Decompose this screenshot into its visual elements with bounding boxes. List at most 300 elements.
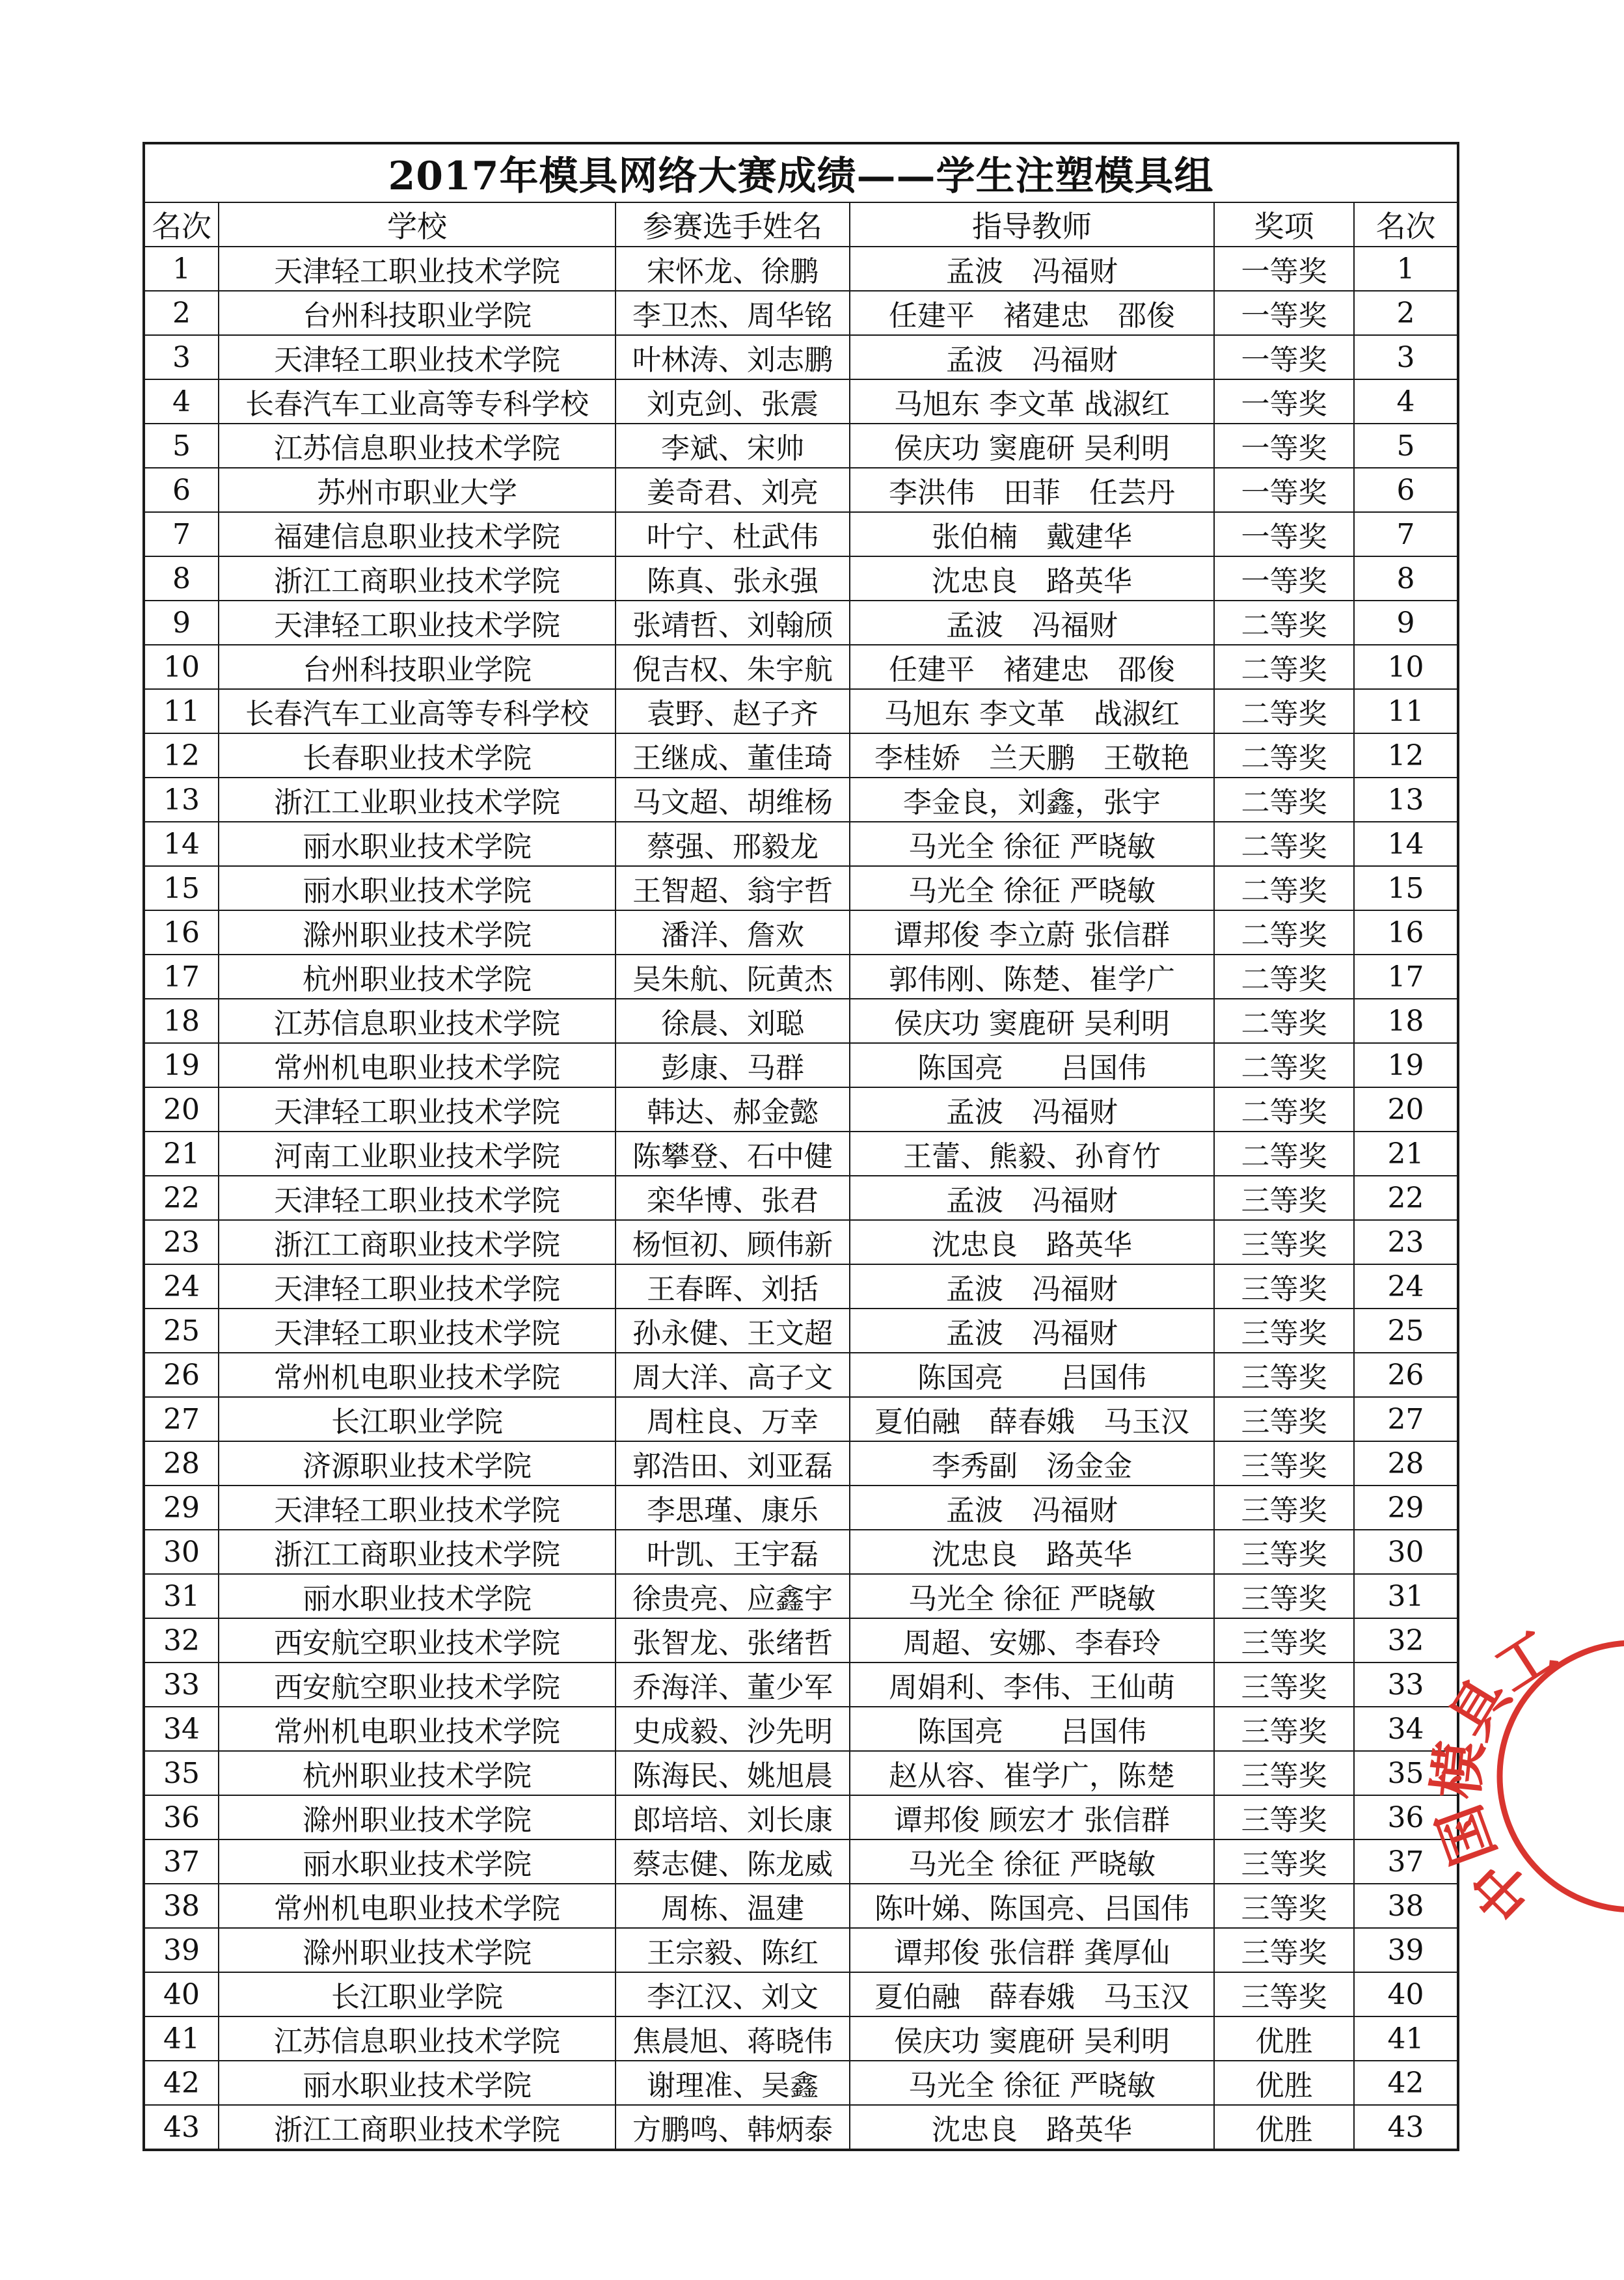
cell-school: 福建信息职业技术学院 [219,512,616,556]
cell-school: 丽水职业技术学院 [219,822,616,866]
cell-school: 河南工业职业技术学院 [219,1132,616,1176]
table-row [144,1043,1458,1087]
cell-rank: 14 [144,822,219,866]
cell-students: 李江汉、刘文 [616,1972,850,2016]
table-row [144,866,1458,910]
cell-rank-right: 34 [1354,1707,1458,1751]
cell-rank: 30 [144,1530,219,1574]
cell-award: 优胜 [1214,2105,1354,2150]
cell-rank-right: 18 [1354,999,1458,1043]
cell-teachers: 马光全 徐征 严晓敏 [850,866,1214,910]
header-rank: 名次 [144,202,219,247]
cell-award: 二等奖 [1214,910,1354,955]
cell-rank-right: 30 [1354,1530,1458,1574]
cell-teachers: 侯庆功 窦鹿研 吴利明 [850,2016,1214,2061]
cell-award: 三等奖 [1214,1353,1354,1397]
cell-students: 郭浩田、刘亚磊 [616,1441,850,1486]
table-row [144,2061,1458,2105]
cell-rank: 5 [144,424,219,468]
cell-rank: 6 [144,468,219,512]
cell-students: 周柱良、万幸 [616,1397,850,1441]
header-rank-right: 名次 [1354,202,1458,247]
cell-students: 孙永健、王文超 [616,1309,850,1353]
cell-award: 三等奖 [1214,1972,1354,2016]
cell-rank: 1 [144,247,219,291]
cell-rank: 7 [144,512,219,556]
cell-teachers: 沈忠良 路英华 [850,556,1214,601]
cell-school: 杭州职业技术学院 [219,955,616,999]
cell-school: 苏州市职业大学 [219,468,616,512]
cell-rank-right: 9 [1354,601,1458,645]
cell-rank: 20 [144,1087,219,1132]
cell-students: 袁野、赵子齐 [616,689,850,733]
cell-rank: 2 [144,291,219,335]
results-table [142,142,1459,2151]
cell-award: 三等奖 [1214,1884,1354,1928]
cell-school: 天津轻工职业技术学院 [219,247,616,291]
cell-school: 丽水职业技术学院 [219,1574,616,1618]
cell-rank-right: 33 [1354,1663,1458,1707]
cell-rank-right: 27 [1354,1397,1458,1441]
cell-school: 长春汽车工业高等专科学校 [219,379,616,424]
cell-rank: 24 [144,1264,219,1309]
cell-award: 二等奖 [1214,1132,1354,1176]
cell-rank-right: 7 [1354,512,1458,556]
cell-rank: 32 [144,1618,219,1663]
cell-rank: 16 [144,910,219,955]
cell-rank: 9 [144,601,219,645]
table-row [144,2105,1458,2150]
cell-award: 一等奖 [1214,335,1354,379]
cell-students: 乔海洋、董少军 [616,1663,850,1707]
cell-teachers: 孟波 冯福财 [850,247,1214,291]
cell-rank: 12 [144,733,219,778]
table-row [144,1220,1458,1264]
cell-school: 长春汽车工业高等专科学校 [219,689,616,733]
cell-rank: 13 [144,778,219,822]
cell-school: 天津轻工职业技术学院 [219,601,616,645]
cell-teachers: 任建平 褚建忠 邵俊 [850,291,1214,335]
cell-teachers: 谭邦俊 顾宏才 张信群 [850,1795,1214,1839]
cell-students: 张智龙、张绪哲 [616,1618,850,1663]
cell-rank: 42 [144,2061,219,2105]
cell-school: 江苏信息职业技术学院 [219,2016,616,2061]
cell-students: 杨恒初、顾伟新 [616,1220,850,1264]
cell-rank: 41 [144,2016,219,2061]
cell-students: 史成毅、沙先明 [616,1707,850,1751]
cell-teachers: 李金良，刘鑫，张宇 [850,778,1214,822]
cell-students: 马文超、胡维杨 [616,778,850,822]
cell-teachers: 侯庆功 窦鹿研 吴利明 [850,424,1214,468]
header-teachers: 指导教师 [850,202,1214,247]
cell-school: 丽水职业技术学院 [219,866,616,910]
cell-students: 潘洋、詹欢 [616,910,850,955]
cell-award: 三等奖 [1214,1397,1354,1441]
cell-school: 浙江工商职业技术学院 [219,1530,616,1574]
cell-award: 二等奖 [1214,1043,1354,1087]
cell-school: 浙江工商职业技术学院 [219,556,616,601]
table-row [144,1663,1458,1707]
cell-teachers: 孟波 冯福财 [850,1309,1214,1353]
cell-rank: 4 [144,379,219,424]
cell-students: 王继成、董佳琦 [616,733,850,778]
cell-rank: 15 [144,866,219,910]
cell-school: 常州机电职业技术学院 [219,1707,616,1751]
cell-rank-right: 20 [1354,1087,1458,1132]
cell-school: 天津轻工职业技术学院 [219,1176,616,1220]
cell-award: 一等奖 [1214,556,1354,601]
table-body [144,247,1458,2150]
table-row [144,1176,1458,1220]
cell-rank: 38 [144,1884,219,1928]
cell-award: 三等奖 [1214,1663,1354,1707]
cell-school: 天津轻工职业技术学院 [219,1486,616,1530]
table-row [144,1530,1458,1574]
table-row [144,291,1458,335]
table-row [144,1264,1458,1309]
cell-rank-right: 42 [1354,2061,1458,2105]
cell-students: 叶林涛、刘志鹏 [616,335,850,379]
table-row [144,335,1458,379]
cell-teachers: 沈忠良 路英华 [850,2105,1214,2150]
cell-rank-right: 3 [1354,335,1458,379]
cell-award: 三等奖 [1214,1574,1354,1618]
cell-teachers: 王蕾、熊毅、孙育竹 [850,1132,1214,1176]
cell-rank-right: 31 [1354,1574,1458,1618]
cell-teachers: 沈忠良 路英华 [850,1220,1214,1264]
cell-school: 天津轻工职业技术学院 [219,1309,616,1353]
cell-award: 二等奖 [1214,645,1354,689]
cell-award: 三等奖 [1214,1928,1354,1972]
cell-rank: 40 [144,1972,219,2016]
cell-teachers: 陈国亮 吕国伟 [850,1353,1214,1397]
cell-award: 三等奖 [1214,1618,1354,1663]
cell-teachers: 孟波 冯福财 [850,1264,1214,1309]
cell-rank-right: 11 [1354,689,1458,733]
table-row [144,1441,1458,1486]
cell-award: 二等奖 [1214,689,1354,733]
cell-rank: 35 [144,1751,219,1795]
cell-teachers: 夏伯融 薛春娥 马玉汉 [850,1972,1214,2016]
cell-school: 济源职业技术学院 [219,1441,616,1486]
header-students: 参赛选手姓名 [616,202,850,247]
cell-students: 谢理准、吴鑫 [616,2061,850,2105]
cell-rank: 11 [144,689,219,733]
cell-rank-right: 40 [1354,1972,1458,2016]
cell-teachers: 李秀副 汤金金 [850,1441,1214,1486]
table-row [144,999,1458,1043]
cell-school: 台州科技职业学院 [219,291,616,335]
cell-rank: 43 [144,2105,219,2150]
cell-students: 吴朱航、阮黄杰 [616,955,850,999]
cell-school: 常州机电职业技术学院 [219,1884,616,1928]
cell-teachers: 周娟利、李伟、王仙萌 [850,1663,1214,1707]
cell-rank: 23 [144,1220,219,1264]
cell-students: 张靖哲、刘翰颀 [616,601,850,645]
cell-rank: 39 [144,1928,219,1972]
table-row [144,601,1458,645]
cell-award: 三等奖 [1214,1707,1354,1751]
cell-school: 天津轻工职业技术学院 [219,1087,616,1132]
cell-rank-right: 5 [1354,424,1458,468]
cell-students: 周大洋、高子文 [616,1353,850,1397]
cell-award: 二等奖 [1214,733,1354,778]
cell-students: 宋怀龙、徐鹏 [616,247,850,291]
cell-rank: 28 [144,1441,219,1486]
cell-rank: 29 [144,1486,219,1530]
table-row [144,910,1458,955]
table-row [144,1397,1458,1441]
cell-rank-right: 13 [1354,778,1458,822]
cell-school: 西安航空职业技术学院 [219,1618,616,1663]
cell-students: 叶凯、王宇磊 [616,1530,850,1574]
cell-teachers: 马光全 徐征 严晓敏 [850,822,1214,866]
cell-rank: 19 [144,1043,219,1087]
cell-teachers: 马旭东 李文革 战淑红 [850,379,1214,424]
header-award: 奖项 [1214,202,1354,247]
cell-students: 郎培培、刘长康 [616,1795,850,1839]
cell-students: 陈真、张永强 [616,556,850,601]
cell-teachers: 马光全 徐征 严晓敏 [850,1839,1214,1884]
table-row [144,1839,1458,1884]
cell-rank: 36 [144,1795,219,1839]
cell-school: 长江职业学院 [219,1397,616,1441]
cell-teachers: 陈叶娣、陈国亮、吕国伟 [850,1884,1214,1928]
cell-school: 天津轻工职业技术学院 [219,1264,616,1309]
cell-students: 王宗毅、陈红 [616,1928,850,1972]
cell-award: 二等奖 [1214,955,1354,999]
cell-rank-right: 2 [1354,291,1458,335]
cell-school: 江苏信息职业技术学院 [219,999,616,1043]
cell-rank: 27 [144,1397,219,1441]
cell-school: 浙江工商职业技术学院 [219,2105,616,2150]
cell-students: 叶宁、杜武伟 [616,512,850,556]
cell-award: 三等奖 [1214,1176,1354,1220]
cell-rank-right: 24 [1354,1264,1458,1309]
cell-students: 姜奇君、刘亮 [616,468,850,512]
cell-award: 优胜 [1214,2061,1354,2105]
table-row [144,1486,1458,1530]
cell-rank: 33 [144,1663,219,1707]
cell-teachers: 马光全 徐征 严晓敏 [850,2061,1214,2105]
cell-teachers: 陈国亮 吕国伟 [850,1043,1214,1087]
cell-students: 栾华博、张君 [616,1176,850,1220]
table-row [144,1132,1458,1176]
cell-award: 优胜 [1214,2016,1354,2061]
cell-teachers: 侯庆功 窦鹿研 吴利明 [850,999,1214,1043]
cell-rank-right: 8 [1354,556,1458,601]
table-row [144,1353,1458,1397]
cell-students: 陈攀登、石中健 [616,1132,850,1176]
cell-school: 长江职业学院 [219,1972,616,2016]
cell-teachers: 李洪伟 田菲 任芸丹 [850,468,1214,512]
cell-teachers: 李桂娇 兰天鹏 王敬艳 [850,733,1214,778]
cell-rank: 3 [144,335,219,379]
cell-rank-right: 21 [1354,1132,1458,1176]
table-row [144,556,1458,601]
cell-rank-right: 17 [1354,955,1458,999]
cell-school: 台州科技职业学院 [219,645,616,689]
cell-rank-right: 26 [1354,1353,1458,1397]
cell-students: 徐晨、刘聪 [616,999,850,1043]
table-row [144,512,1458,556]
cell-award: 一等奖 [1214,512,1354,556]
cell-teachers: 沈忠良 路英华 [850,1530,1214,1574]
cell-rank: 22 [144,1176,219,1220]
table-row [144,1574,1458,1618]
cell-teachers: 陈国亮 吕国伟 [850,1707,1214,1751]
cell-teachers: 孟波 冯福财 [850,1486,1214,1530]
cell-teachers: 孟波 冯福财 [850,1176,1214,1220]
cell-award: 三等奖 [1214,1486,1354,1530]
cell-rank-right: 12 [1354,733,1458,778]
cell-rank-right: 23 [1354,1220,1458,1264]
cell-rank-right: 10 [1354,645,1458,689]
cell-award: 三等奖 [1214,1530,1354,1574]
cell-teachers: 马光全 徐征 严晓敏 [850,1574,1214,1618]
cell-school: 西安航空职业技术学院 [219,1663,616,1707]
cell-rank-right: 6 [1354,468,1458,512]
cell-rank-right: 32 [1354,1618,1458,1663]
cell-rank-right: 25 [1354,1309,1458,1353]
cell-teachers: 孟波 冯福财 [850,335,1214,379]
table-row [144,379,1458,424]
cell-rank-right: 39 [1354,1928,1458,1972]
cell-students: 周栋、温建 [616,1884,850,1928]
cell-rank-right: 41 [1354,2016,1458,2061]
cell-award: 二等奖 [1214,999,1354,1043]
cell-award: 二等奖 [1214,778,1354,822]
cell-students: 李思瑾、康乐 [616,1486,850,1530]
cell-students: 李卫杰、周华铭 [616,291,850,335]
table-row [144,1087,1458,1132]
header-school: 学校 [219,202,616,247]
cell-award: 二等奖 [1214,601,1354,645]
cell-rank-right: 36 [1354,1795,1458,1839]
cell-students: 倪吉权、朱宇航 [616,645,850,689]
cell-school: 常州机电职业技术学院 [219,1353,616,1397]
cell-teachers: 孟波 冯福财 [850,1087,1214,1132]
table-row [144,1972,1458,2016]
cell-award: 一等奖 [1214,247,1354,291]
cell-teachers: 郭伟刚、陈楚、崔学广 [850,955,1214,999]
cell-rank-right: 28 [1354,1441,1458,1486]
cell-rank: 26 [144,1353,219,1397]
cell-rank-right: 14 [1354,822,1458,866]
cell-award: 三等奖 [1214,1441,1354,1486]
cell-award: 二等奖 [1214,822,1354,866]
cell-teachers: 孟波 冯福财 [850,601,1214,645]
table-row [144,247,1458,291]
table-title: 2017年模具网络大赛成绩——学生注塑模具组 [144,143,1458,202]
cell-school: 常州机电职业技术学院 [219,1043,616,1087]
seal-text: 中国模具工 [1422,1616,1568,1935]
cell-students: 王春晖、刘括 [616,1264,850,1309]
cell-rank: 21 [144,1132,219,1176]
cell-rank: 34 [144,1707,219,1751]
cell-award: 三等奖 [1214,1264,1354,1309]
cell-award: 一等奖 [1214,379,1354,424]
table-row [144,2016,1458,2061]
table-row [144,733,1458,778]
cell-students: 焦晨旭、蒋晓伟 [616,2016,850,2061]
cell-rank: 18 [144,999,219,1043]
cell-rank-right: 43 [1354,2105,1458,2150]
cell-students: 方鹏鸣、韩炳泰 [616,2105,850,2150]
cell-teachers: 谭邦俊 李立蔚 张信群 [850,910,1214,955]
cell-school: 浙江工业职业技术学院 [219,778,616,822]
cell-rank-right: 1 [1354,247,1458,291]
cell-school: 天津轻工职业技术学院 [219,335,616,379]
cell-school: 杭州职业技术学院 [219,1751,616,1795]
cell-rank-right: 15 [1354,866,1458,910]
cell-students: 蔡志健、陈龙威 [616,1839,850,1884]
cell-school: 浙江工商职业技术学院 [219,1220,616,1264]
cell-students: 陈海民、姚旭晨 [616,1751,850,1795]
header-row [144,202,1458,247]
table-row [144,1618,1458,1663]
cell-students: 李斌、宋帅 [616,424,850,468]
cell-students: 彭康、马群 [616,1043,850,1087]
cell-teachers: 周超、安娜、李春玲 [850,1618,1214,1663]
cell-students: 蔡强、邢毅龙 [616,822,850,866]
cell-school: 滁州职业技术学院 [219,910,616,955]
cell-award: 三等奖 [1214,1751,1354,1795]
cell-award: 一等奖 [1214,468,1354,512]
cell-rank-right: 29 [1354,1486,1458,1530]
table-row [144,778,1458,822]
cell-school: 丽水职业技术学院 [219,2061,616,2105]
cell-award: 三等奖 [1214,1309,1354,1353]
cell-students: 王智超、翁宇哲 [616,866,850,910]
cell-rank-right: 38 [1354,1884,1458,1928]
cell-rank-right: 16 [1354,910,1458,955]
cell-students: 徐贵亮、应鑫宇 [616,1574,850,1618]
cell-teachers: 张伯楠 戴建华 [850,512,1214,556]
cell-rank-right: 35 [1354,1751,1458,1795]
cell-school: 丽水职业技术学院 [219,1839,616,1884]
table-row [144,1707,1458,1751]
official-seal [1422,1616,1624,1935]
cell-award: 三等奖 [1214,1220,1354,1264]
table-row [144,955,1458,999]
cell-award: 三等奖 [1214,1795,1354,1839]
table-row [144,468,1458,512]
table-row [144,645,1458,689]
cell-rank: 8 [144,556,219,601]
cell-school: 滁州职业技术学院 [219,1795,616,1839]
table-row [144,1928,1458,1972]
cell-rank: 10 [144,645,219,689]
table-row [144,1884,1458,1928]
cell-teachers: 马旭东 李文革 战淑红 [850,689,1214,733]
cell-teachers: 谭邦俊 张信群 龚厚仙 [850,1928,1214,1972]
cell-award: 二等奖 [1214,866,1354,910]
cell-award: 二等奖 [1214,1087,1354,1132]
cell-rank-right: 4 [1354,379,1458,424]
table-row [144,689,1458,733]
table-row [144,1751,1458,1795]
cell-rank: 25 [144,1309,219,1353]
cell-students: 韩达、郝金懿 [616,1087,850,1132]
cell-teachers: 任建平 褚建忠 邵俊 [850,645,1214,689]
cell-rank: 31 [144,1574,219,1618]
cell-teachers: 夏伯融 薛春娥 马玉汉 [850,1397,1214,1441]
cell-school: 长春职业技术学院 [219,733,616,778]
table-row [144,424,1458,468]
cell-school: 江苏信息职业技术学院 [219,424,616,468]
cell-award: 一等奖 [1214,291,1354,335]
